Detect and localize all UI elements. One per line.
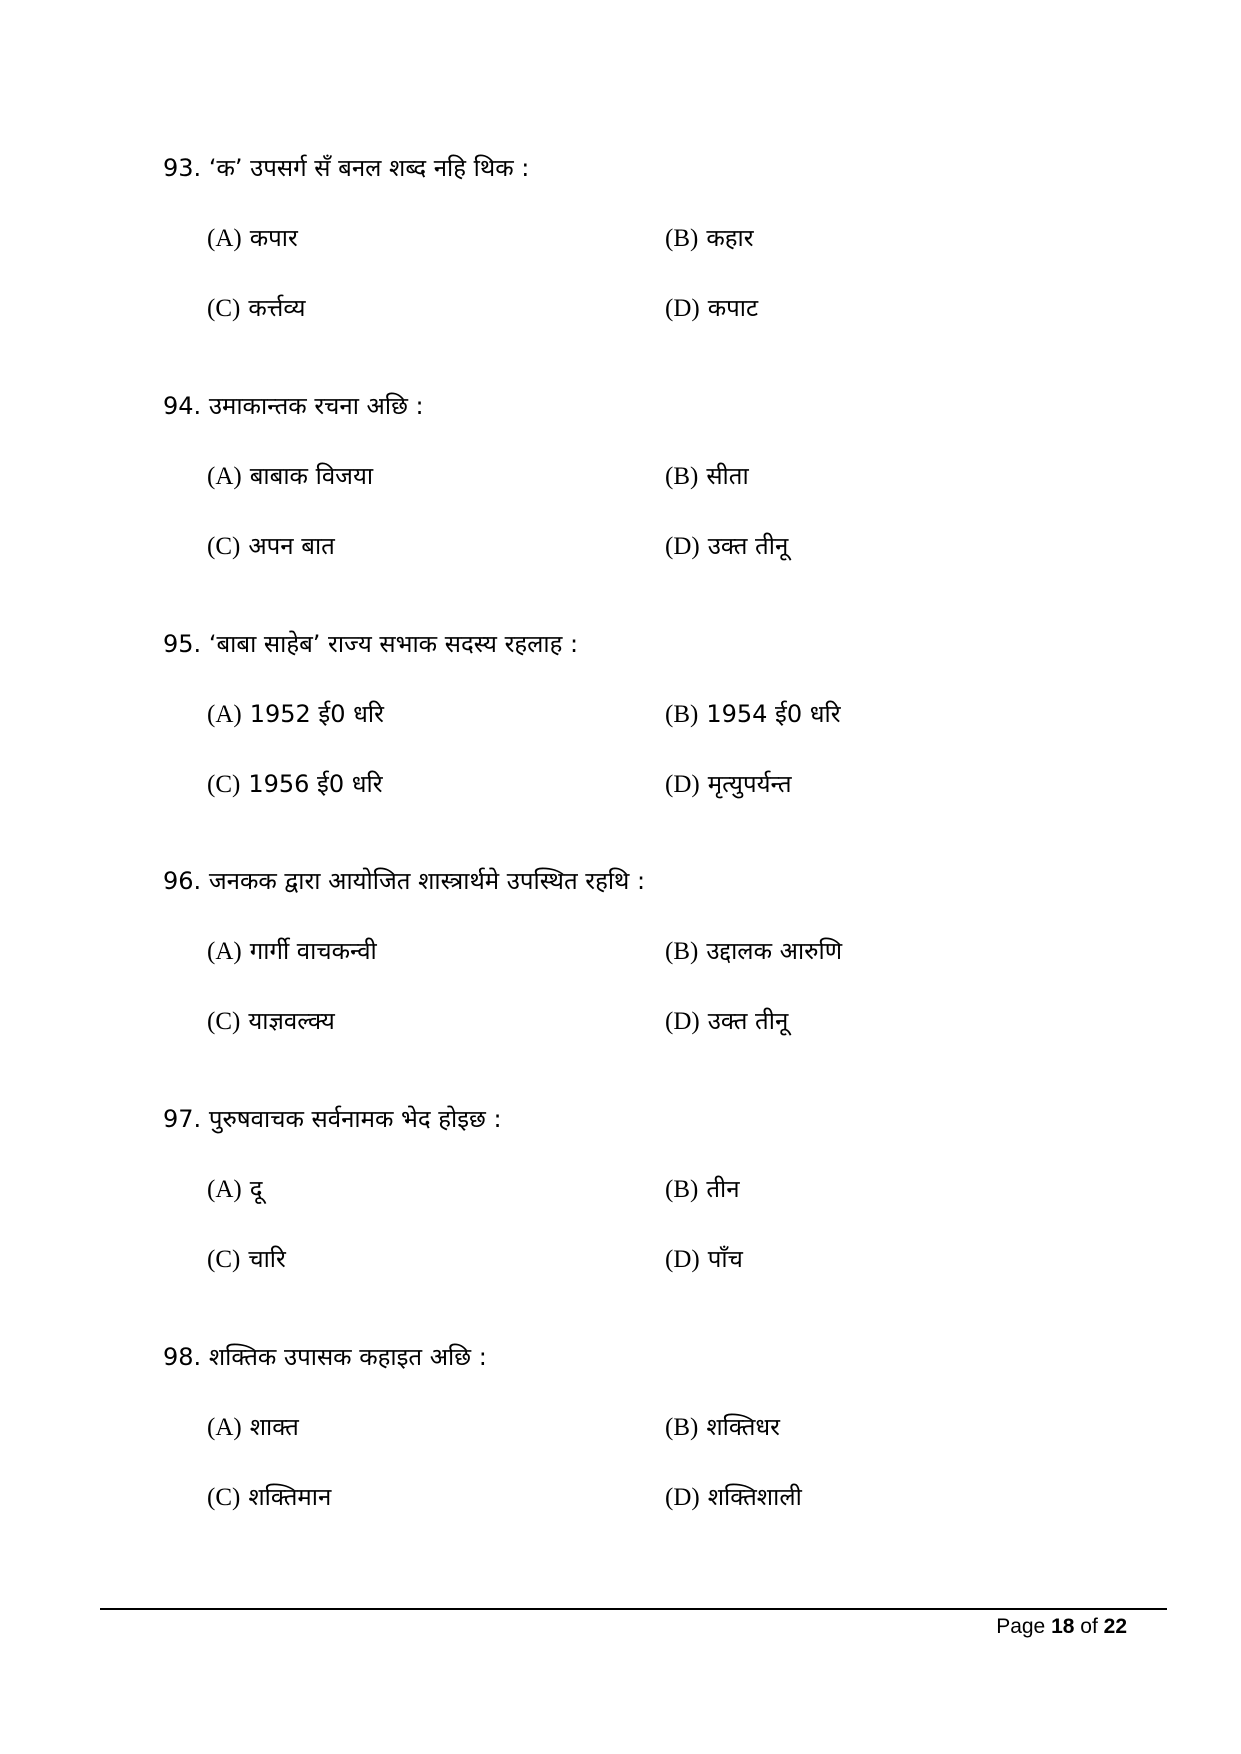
question-stem: जनकक द्वारा आयोजित शास्त्रार्थमे उपस्थित रहथि : bbox=[208, 867, 646, 895]
option-letter: (B) bbox=[665, 463, 699, 490]
option-text: 1952 ई0 धरि bbox=[249, 700, 384, 728]
question-text bbox=[163, 1103, 502, 1135]
total-pages: 22 bbox=[1103, 1615, 1127, 1638]
option-d bbox=[665, 292, 758, 325]
option-text: पाँच bbox=[707, 1245, 743, 1273]
option-c bbox=[207, 1005, 335, 1038]
option-text: मृत्युपर्यन्त bbox=[707, 770, 792, 798]
option-letter: (C) bbox=[207, 295, 241, 322]
option-letter: (B) bbox=[665, 701, 699, 728]
option-text: उक्त तीनू bbox=[707, 532, 789, 560]
option-letter: (B) bbox=[665, 225, 699, 252]
option-letter: (A) bbox=[207, 938, 242, 965]
option-b bbox=[665, 1411, 780, 1444]
option-d bbox=[665, 530, 788, 563]
option-text: कहार bbox=[706, 224, 754, 252]
option-text: शक्तिमान bbox=[248, 1483, 332, 1511]
option-letter: (D) bbox=[665, 1008, 700, 1035]
option-b bbox=[665, 222, 754, 255]
option-a bbox=[207, 460, 373, 493]
option-c bbox=[207, 1481, 331, 1514]
option-letter: (D) bbox=[665, 771, 700, 798]
option-a bbox=[207, 1411, 299, 1444]
option-letter: (A) bbox=[207, 1176, 242, 1203]
question-number: 98. bbox=[163, 1343, 202, 1371]
question-stem: ‘बाबा साहेब’ राज्य सभाक सदस्य रहलाह : bbox=[208, 630, 579, 658]
option-a bbox=[207, 1173, 262, 1206]
option-d bbox=[665, 1481, 802, 1514]
option-letter: (C) bbox=[207, 533, 241, 560]
option-c bbox=[207, 530, 335, 563]
question-text bbox=[163, 1341, 487, 1373]
option-letter: (D) bbox=[665, 533, 700, 560]
question-stem: शक्तिक उपासक कहाइत अछि : bbox=[208, 1343, 487, 1371]
option-b bbox=[665, 460, 749, 493]
option-letter: (A) bbox=[207, 225, 242, 252]
option-text: सीता bbox=[706, 462, 749, 490]
option-letter: (C) bbox=[207, 1008, 241, 1035]
option-d bbox=[665, 1005, 788, 1038]
option-letter: (A) bbox=[207, 1414, 242, 1441]
option-text: बाबाक विजया bbox=[249, 462, 374, 490]
option-letter: (C) bbox=[207, 1246, 241, 1273]
question-text bbox=[163, 628, 578, 660]
option-letter: (B) bbox=[665, 1414, 699, 1441]
option-d bbox=[665, 768, 792, 801]
option-text: तीन bbox=[706, 1175, 740, 1203]
option-text: याज्ञवल्क्य bbox=[248, 1007, 335, 1035]
option-letter: (A) bbox=[207, 701, 242, 728]
option-c bbox=[207, 768, 383, 801]
question-text bbox=[163, 865, 645, 897]
question-number: 95. bbox=[163, 630, 202, 658]
option-letter: (C) bbox=[207, 771, 241, 798]
option-letter: (D) bbox=[665, 1246, 700, 1273]
option-d bbox=[665, 1243, 743, 1276]
option-text: दू bbox=[249, 1175, 263, 1203]
footer-divider bbox=[100, 1608, 1167, 1610]
option-letter: (B) bbox=[665, 938, 699, 965]
option-text: गार्गी वाचकन्वी bbox=[249, 937, 377, 965]
option-text: कपार bbox=[249, 224, 298, 252]
option-c bbox=[207, 292, 305, 325]
option-letter: (B) bbox=[665, 1176, 699, 1203]
option-b bbox=[665, 1173, 740, 1206]
option-b bbox=[665, 698, 841, 731]
current-page: 18 bbox=[1051, 1615, 1075, 1638]
option-a bbox=[207, 935, 377, 968]
option-text: उद्दालक आरुणि bbox=[706, 937, 843, 965]
option-text: कर्त्तव्य bbox=[248, 294, 306, 322]
option-text: अपन बात bbox=[248, 532, 335, 560]
option-a bbox=[207, 222, 298, 255]
option-b bbox=[665, 935, 842, 968]
question-number: 97. bbox=[163, 1105, 202, 1133]
option-text: 1956 ई0 धरि bbox=[248, 770, 383, 798]
option-letter: (A) bbox=[207, 463, 242, 490]
option-c bbox=[207, 1243, 286, 1276]
option-text: शक्तिशाली bbox=[707, 1483, 802, 1511]
question-number: 93. bbox=[163, 154, 202, 182]
option-text: शक्तिधर bbox=[706, 1413, 780, 1441]
option-letter: (D) bbox=[665, 295, 700, 322]
question-number: 96. bbox=[163, 867, 202, 895]
option-letter: (D) bbox=[665, 1484, 700, 1511]
question-stem: ‘क’ उपसर्ग सँ बनल शब्द नहि थिक : bbox=[208, 154, 530, 182]
question-text bbox=[163, 390, 424, 422]
page-word: Page bbox=[996, 1615, 1046, 1638]
question-stem: पुरुषवाचक सर्वनामक भेद होइछ : bbox=[208, 1105, 502, 1133]
option-text: शाक्त bbox=[249, 1413, 299, 1441]
page-number bbox=[996, 1612, 1127, 1642]
option-text: चारि bbox=[248, 1245, 286, 1273]
of-word: of bbox=[1080, 1615, 1098, 1638]
question-stem: उमाकान्तक रचना अछि : bbox=[208, 392, 424, 420]
question-text bbox=[163, 152, 529, 184]
option-letter: (C) bbox=[207, 1484, 241, 1511]
question-number: 94. bbox=[163, 392, 202, 420]
option-a bbox=[207, 698, 384, 731]
option-text: कपाट bbox=[707, 294, 759, 322]
option-text: 1954 ई0 धरि bbox=[706, 700, 841, 728]
option-text: उक्त तीनू bbox=[707, 1007, 789, 1035]
